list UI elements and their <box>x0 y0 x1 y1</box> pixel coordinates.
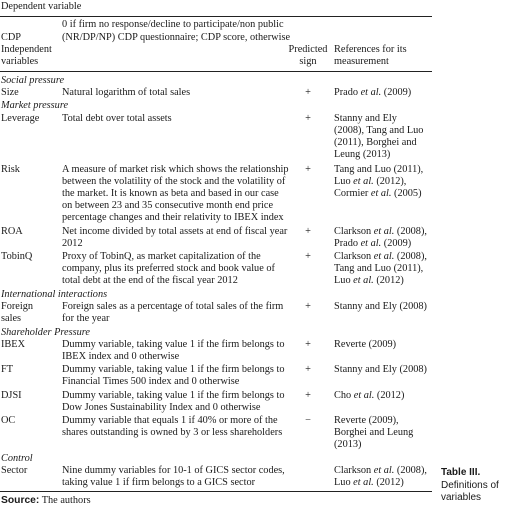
def-sector-2: taking value 1 if firm belongs to a GICS sector <box>62 477 256 488</box>
references-label-line2: measurement <box>334 56 389 67</box>
def-djsi-2: Dow Jones Sustainability Index and 0 otherwise <box>62 402 261 413</box>
def-oc-1: Dummy variable that equals 1 if 40% or more of the <box>62 415 278 426</box>
ref-sector-1: Clarkson et al. (2008), <box>334 465 427 476</box>
ref-roa-2: Prado et al. (2009) <box>334 238 412 249</box>
table-bottom-rule <box>0 491 432 492</box>
var-sector: Sector <box>1 465 28 476</box>
sign-ft: + <box>305 364 311 375</box>
source-text: The authors <box>39 495 91 506</box>
def-tobinq-2: company, plus its preferred stock and book value of <box>62 263 275 274</box>
sign-ibex: + <box>305 339 311 350</box>
sign-tobinq: + <box>305 251 311 262</box>
var-tobinq: TobinQ <box>1 251 33 262</box>
dependent-variable-label: Dependent variable <box>1 1 82 12</box>
caption-line2: variables <box>441 492 482 503</box>
sign-oc: − <box>305 415 311 426</box>
def-leverage: Total debt over total assets <box>62 113 172 124</box>
ref-tobinq-3: Luo et al. (2012) <box>334 275 404 286</box>
sign-leverage: + <box>305 113 311 124</box>
header-rule-bottom <box>0 71 432 72</box>
ref-oc-2: Borghei and Leung <box>334 427 414 438</box>
ref-tobinq-1: Clarkson et al. (2008), <box>334 251 427 262</box>
predicted-label-line1: Predicted <box>288 44 328 55</box>
ref-djsi: Cho et al. (2012) <box>334 390 405 401</box>
def-risk-4: on between 23 and 35 consecutive month end price <box>62 200 274 211</box>
def-ft-1: Dummy variable, taking value 1 if the firm belongs to <box>62 364 285 375</box>
def-risk-3: the market. It is known as beta and based in our case <box>62 188 279 199</box>
ref-oc-3: (2013) <box>334 439 362 450</box>
ref-roa-1: Clarkson et al. (2008), <box>334 226 427 237</box>
dependent-definition-line1: 0 if firm no response/decline to participate/non public <box>62 19 284 30</box>
cdp-label: CDP <box>1 32 22 43</box>
ref-ibex: Reverte (2009) <box>334 339 397 350</box>
section-market: Market pressure <box>1 100 69 111</box>
section-shareholder: Shareholder Pressure <box>1 327 90 338</box>
var-leverage: Leverage <box>1 113 40 124</box>
def-risk-5: percentage changes and their relativity to IBEX index <box>62 212 284 223</box>
var-ft: FT <box>1 364 14 375</box>
def-foreign-1: Foreign sales as a percentage of total sales of the firm <box>62 301 284 312</box>
ref-oc-1: Reverte (2009), <box>334 415 399 426</box>
var-oc: OC <box>1 415 16 426</box>
def-oc-2: shares outstanding is owned by 3 or less shareholders <box>62 427 283 438</box>
def-roa-2: 2012 <box>62 238 83 249</box>
var-djsi: DJSI <box>1 390 22 401</box>
ref-leverage-2: (2008), Tang and Luo <box>334 125 424 136</box>
section-control: Control <box>1 453 33 464</box>
def-tobinq-3: total debt at the end of the fiscal year 2012 <box>62 275 238 286</box>
dependent-definition-line2: (NR/DP/NP) CDP questionnaire; CDP score, otherwise <box>62 32 291 43</box>
def-djsi-1: Dummy variable, taking value 1 if the firm belongs to <box>62 390 285 401</box>
var-roa: ROA <box>1 226 23 237</box>
sign-foreign: + <box>305 301 311 312</box>
def-sector-1: Nine dummy variables for 10-1 of GICS sector codes, <box>62 465 285 476</box>
def-risk-1: A measure of market risk which shows the relationship <box>62 164 289 175</box>
def-tobinq-1: Proxy of TobinQ, as market capitalization of the <box>62 251 261 262</box>
ref-risk-1: Tang and Luo (2011), <box>334 164 424 175</box>
def-ft-2: Financial Times 500 index and 0 otherwise <box>62 376 240 387</box>
independent-label-line1: Independent <box>1 44 52 55</box>
table-number: Table III. <box>441 467 481 478</box>
ref-size: Prado et al. (2009) <box>334 87 412 98</box>
sign-roa: + <box>305 226 311 237</box>
var-ibex: IBEX <box>1 339 26 350</box>
sign-size: + <box>305 87 311 98</box>
var-foreign-1: Foreign <box>1 301 34 312</box>
def-size: Natural logarithm of total sales <box>62 87 191 98</box>
def-risk-2: between the volatility of the stock and the volatility of <box>62 176 286 187</box>
var-foreign-2: sales <box>1 313 22 324</box>
ref-leverage-4: Leung (2013) <box>334 149 391 160</box>
ref-sector-2: Luo et al. (2012) <box>334 477 404 488</box>
def-ibex-1: Dummy variable, taking value 1 if the firm belongs to <box>62 339 285 350</box>
def-ibex-2: IBEX index and 0 otherwise <box>62 351 180 362</box>
independent-label-line2: variables <box>1 56 39 67</box>
references-label-line1: References for its <box>334 44 407 55</box>
def-roa-1: Net income divided by total assets at end of fiscal year <box>62 226 288 237</box>
header-rule-top <box>0 16 432 17</box>
var-risk: Risk <box>1 164 20 175</box>
var-size: Size <box>1 87 19 98</box>
predicted-label-line2: sign <box>299 56 317 67</box>
source-label: Source: <box>1 495 40 506</box>
source-note <box>1 495 91 507</box>
section-social: Social pressure <box>1 75 65 86</box>
ref-tobinq-2: Tang and Luo (2011), <box>334 263 424 274</box>
ref-ft: Stanny and Ely (2008) <box>334 364 427 375</box>
caption-line1: Definitions of <box>441 480 499 491</box>
def-foreign-2: for the year <box>62 313 110 324</box>
ref-risk-3: Cormier et al. (2005) <box>334 188 422 199</box>
ref-risk-2: Luo et al. (2012), <box>334 176 407 187</box>
ref-leverage-1: Stanny and Ely <box>334 113 397 124</box>
ref-foreign: Stanny and Ely (2008) <box>334 301 427 312</box>
sign-djsi: + <box>305 390 311 401</box>
sign-risk: + <box>305 164 311 175</box>
section-international: International interactions <box>1 289 108 300</box>
ref-leverage-3: (2011), Borghei and <box>334 137 417 148</box>
